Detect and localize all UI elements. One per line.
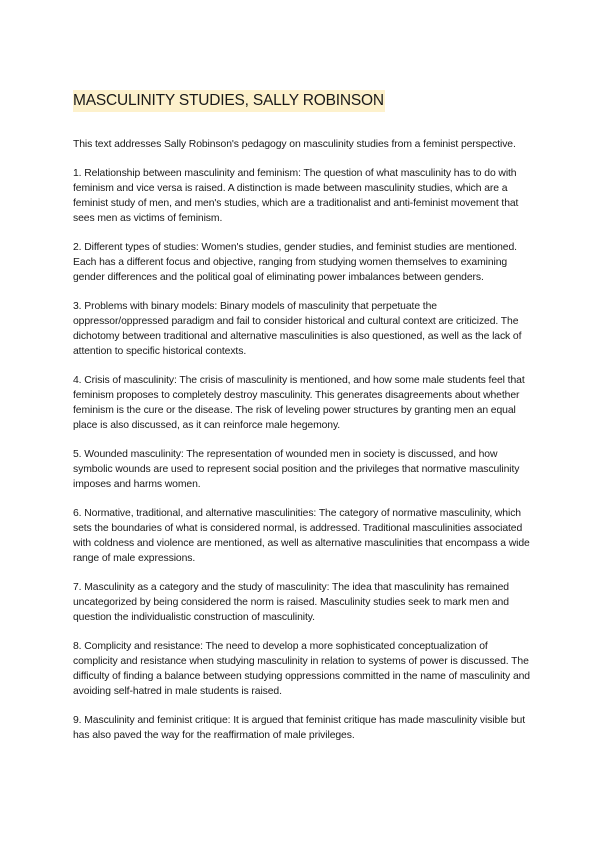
section-2-paragraph: 2. Different types of studies: Women's studies, gender studies, and feminist studies are mentioned. Each has a different focus and objective, ranging from studying women themselves to examining gender differences and the political goal of eliminating power imbalances between genders.: [73, 242, 517, 283]
section-6-paragraph: 6. Normative, traditional, and alternative masculinities: The category of normative masculinity, which sets the boundaries of what is considered normal, is addressed. Traditional masculinities associated with coldness and violence are mentioned, as well as alternative masculinities that encompass a wide range of male expressions.: [73, 508, 530, 564]
intro-paragraph: This text addresses Sally Robinson's pedagogy on masculinity studies from a feminist perspective.: [73, 139, 516, 150]
title-block: [73, 88, 533, 114]
section-9-paragraph: 9. Masculinity and feminist critique: It is argued that feminist critique has made masculinity visible but has also paved the way for the reaffirmation of male privileges.: [73, 715, 525, 741]
section-4-paragraph: 4. Crisis of masculinity: The crisis of masculinity is mentioned, and how some male students feel that feminism proposes to completely destroy masculinity. This generates disagreements about whether feminism is the cure or the disease. The risk of leveling power structures by granting men an equal place is also discussed, as it can reinforce male hegemony.: [73, 375, 525, 431]
section-7-paragraph: 7. Masculinity as a category and the study of masculinity: The idea that masculinity has remained uncategorized by being considered the norm is raised. Masculinity studies seek to mark men and question the individualistic construction of masculinity.: [73, 582, 509, 623]
section-8-paragraph: 8. Complicity and resistance: The need to develop a more sophisticated conceptualization of complicity and resistance when studying masculinity in relation to systems of power is discussed. The difficulty of finding a balance between studying oppressions committed in the name of masculinity and avoiding self-hatred in male students is raised.: [73, 641, 530, 697]
document-title: MASCULINITY STUDIES, SALLY ROBINSON: [73, 90, 385, 112]
section-3-paragraph: 3. Problems with binary models: Binary models of masculinity that perpetuate the oppressor/oppressed paradigm and fail to consider historical and cultural context are criticized. The dichotomy between traditional and alternative masculinities is also questioned, as well as the lack of attention to specific historical contexts.: [73, 301, 522, 357]
section-1-paragraph: 1. Relationship between masculinity and feminism: The question of what masculinity has to do with feminism and vice versa is raised. A distinction is made between masculinity studies, which are a feminist study of men, and men's studies, which are a traditionalist and anti-feminist movement that sees men as victims of feminism.: [73, 168, 519, 224]
document-page: [73, 88, 533, 758]
section-5-paragraph: 5. Wounded masculinity: The representation of wounded men in society is discussed, and how symbolic wounds are used to represent social position and the privileges that normative masculinity imposes and harms women.: [73, 449, 520, 490]
